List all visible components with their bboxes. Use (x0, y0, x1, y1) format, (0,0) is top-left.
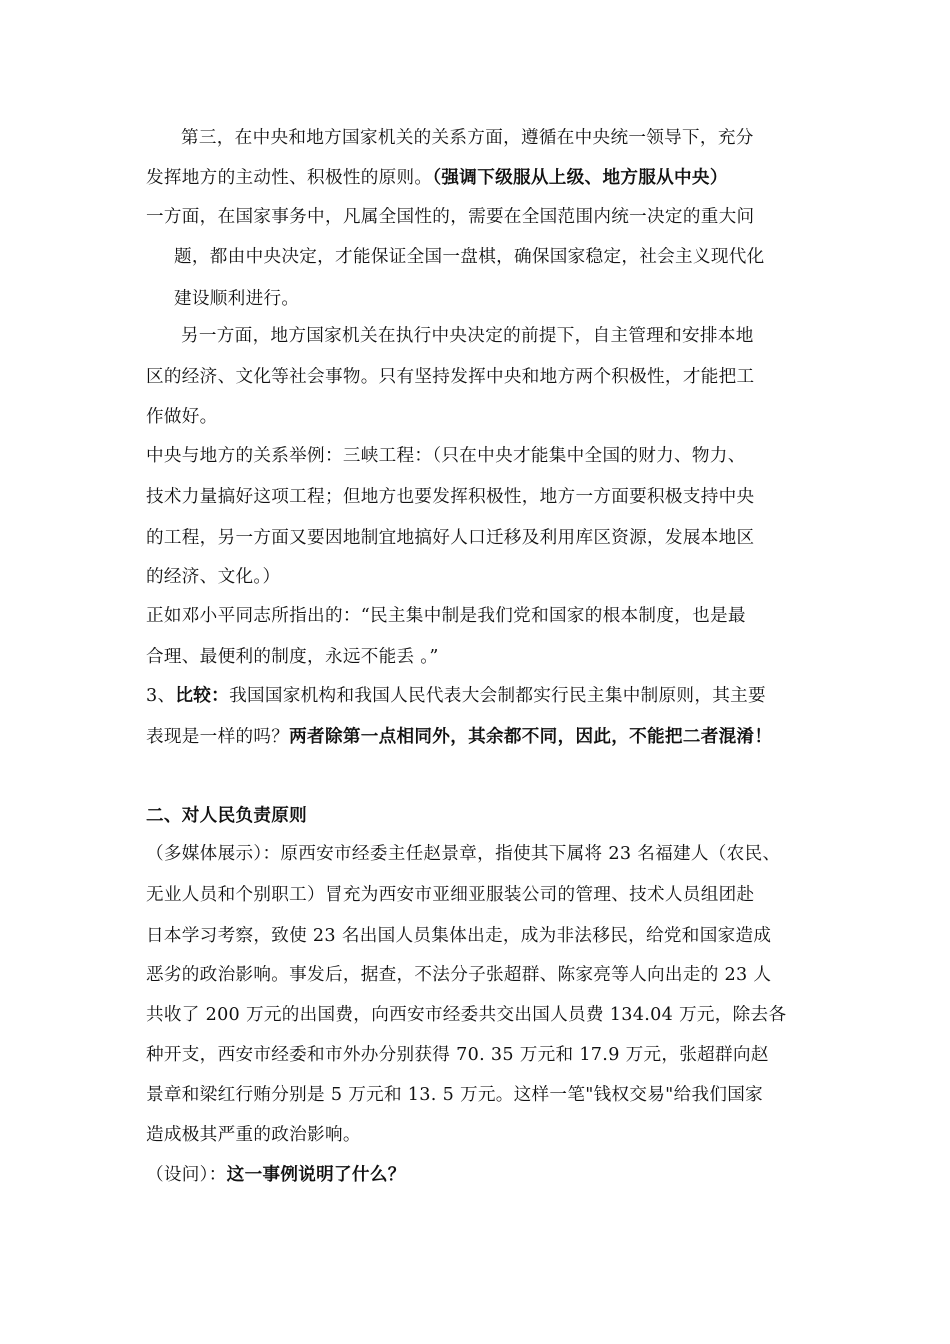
text-run: 发挥地方的主动性、积极性的原则。 (146, 168, 433, 188)
paragraph-case-line-2 (146, 883, 754, 907)
text-run: 正如邓小平同志所指出的：“民主集中制是我们党和国家的根本制度，也是最 (146, 606, 746, 626)
paragraph-case-line-6 (146, 1043, 769, 1067)
paragraph-one-aspect-line-1 (146, 205, 754, 229)
text-run: 另一方面，地方国家机关在执行中央决定的前提下，自主管理和安排本地 (181, 326, 754, 346)
paragraph-case-line-1 (146, 842, 780, 866)
heading-text: 二、对人民负责原则 (146, 805, 308, 826)
paragraph-other-aspect-line-2 (146, 365, 754, 389)
question-label: （设问）： (146, 1165, 227, 1185)
paragraph-comparison-line-1 (146, 684, 766, 708)
paragraph-one-aspect-line-2 (174, 245, 765, 269)
paragraph-example-line-3 (146, 526, 754, 550)
text-run: 第三，在中央和地方国家机关的关系方面，遵循在中央统一领导下，充分 (181, 128, 754, 148)
text-run: 我国国家机构和我国人民代表大会制都实行民主集中制原则，其主要 (229, 686, 766, 706)
text-run: 题，都由中央决定，才能保证全国一盘棋，确保国家稳定，社会主义现代化 (174, 247, 765, 267)
emphasis-note: （强调下级服从上级、地方服从中央） (432, 167, 728, 188)
paragraph-other-aspect-line-3 (146, 405, 218, 429)
paragraph-example-line-4 (146, 565, 280, 589)
paragraph-question-line (146, 1163, 406, 1187)
text-run: 无业人员和个别职工）冒充为西安市亚细亚服装公司的管理、技术人员组团赴 (146, 885, 755, 905)
text-run: 区的经济、文化等社会事物。只有坚持发挥中央和地方两个积极性，才能把工 (146, 367, 755, 387)
paragraph-one-aspect-line-3 (174, 287, 299, 311)
text-run: 中央与地方的关系举例：三峡工程：（只在中央才能集中全国的财力、物力、 (146, 446, 746, 466)
text-run: 共收了 200 万元的出国费，向西安市经委共交出国人员费 134.04 万元，除去各 (146, 1005, 787, 1025)
paragraph-quote-line-1 (146, 604, 746, 628)
paragraph-other-aspect-line-1 (181, 324, 754, 348)
text-run: 的经济、文化。） (146, 567, 281, 587)
text-run: 恶劣的政治影响。事发后，据查，不法分子张超群、陈家亮等人向出走的 23 人 (146, 965, 772, 985)
paragraph-quote-line-2 (146, 645, 439, 669)
text-run: 日本学习考察，致使 23 名出国人员集体出走，成为非法移民，给党和国家造成 (146, 926, 772, 946)
paragraph-case-line-8 (146, 1123, 361, 1147)
paragraph-case-line-4 (146, 963, 771, 987)
text-run: 合理、最便利的制度，永远不能丢 。” (146, 647, 439, 667)
paragraph-example-line-1 (146, 444, 746, 468)
text-run: 表现是一样的吗？ (146, 727, 290, 747)
paragraph-case-line-3 (146, 924, 771, 948)
text-run: 一方面，在国家事务中，凡属全国性的，需要在全国范围内统一决定的重大问 (146, 207, 755, 227)
section-heading (146, 804, 307, 828)
paragraph-third-principle-line-1 (181, 126, 754, 150)
paragraph-comparison-line-2 (146, 725, 772, 749)
text-run: （多媒体展示）：原西安市经委主任赵景章，指使其下属将 23 名福建人（农民、 (146, 844, 781, 864)
text-run: 景章和梁红行贿分别是 5 万元和 13. 5 万元。这样一笔"钱权交易"给我们国家 (146, 1085, 764, 1105)
comparison-label: 比较： (175, 685, 230, 706)
text-run: 种开支，西安市经委和市外办分别获得 70. 35 万元和 17.9 万元，张超群向赵 (146, 1045, 769, 1065)
text-run: 作做好。 (146, 407, 218, 427)
text-run: 造成极其严重的政治影响。 (146, 1125, 361, 1145)
paragraph-example-line-2 (146, 485, 754, 509)
text-run: 技术力量搞好这项工程；但地方也要发挥积极性，地方一方面要积极支持中央 (146, 487, 755, 507)
text-run: 的工程，另一方面又要因地制宜地搞好人口迁移及利用库区资源，发展本地区 (146, 528, 755, 548)
paragraph-case-line-7 (146, 1083, 763, 1107)
text-run: 建设顺利进行。 (174, 289, 300, 309)
paragraph-third-principle-line-2 (146, 166, 728, 190)
text-run: 3、 (146, 686, 176, 706)
question-text: 这一事例说明了什么？ (226, 1164, 406, 1185)
comparison-answer: 两者除第一点相同外，其余都不同，因此，不能把二者混淆！ (289, 726, 773, 747)
paragraph-case-line-5 (146, 1003, 786, 1027)
